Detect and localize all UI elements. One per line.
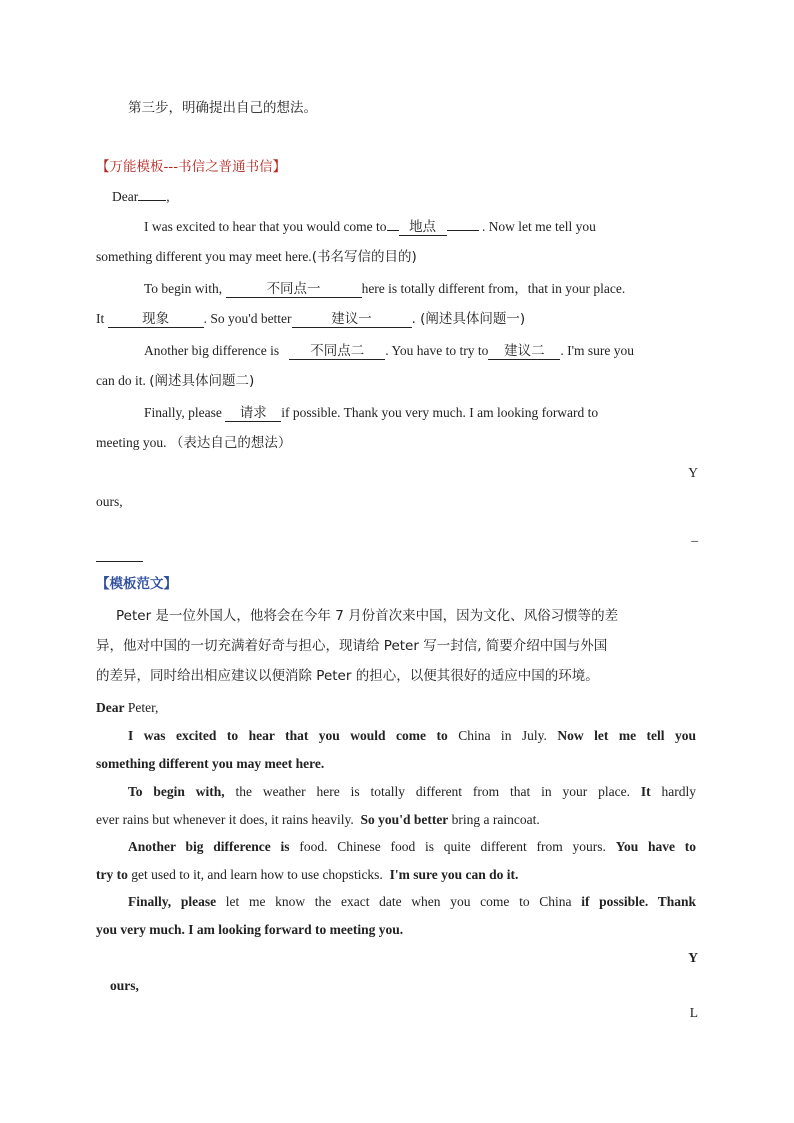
sample-signature-l: L: [689, 1005, 698, 1020]
step-three-text: 第三步，明确提出自己的想法。: [128, 100, 317, 116]
template-para4-line2: meeting you. （表达自己的想法）: [96, 435, 292, 451]
sample-para2-line2: ever rains but whenever it does, it rains heavily. So you'd better bring a raincoat.: [96, 812, 540, 827]
template-heading: 【万能模板---书信之普通书信】: [96, 159, 287, 175]
sample-closing-rest: ours,: [110, 978, 139, 993]
blank-difference-two: 不同点二: [289, 343, 385, 360]
sample-intro-line1: Peter 是一位外国人，他将会在今年 7 月份首次来中国，因为文化、风俗习惯等的差: [116, 608, 619, 624]
template-signature-line: [96, 561, 143, 562]
sample-para3-line2: try to get used to it, and learn how to use chopsticks. I'm sure you can do it.: [96, 867, 519, 882]
sample-para1-line1: I was excited to hear that you would come to China in July. Now let me tell you: [128, 728, 697, 743]
template-para2-line1: To begin with, 不同点一 here is totally different from，that in your place.: [144, 281, 626, 297]
blank-suggestion-two: 建议二: [488, 343, 560, 360]
template-closing-y: Y: [688, 465, 698, 480]
sample-para4-line2: you very much. I am looking forward to meeting you.: [96, 922, 404, 937]
sample-para1-line2: something different you may meet here.: [96, 756, 325, 771]
template-para1-line2: something different you may meet here.(书名写信的目的): [96, 249, 417, 265]
sample-heading: 【模板范文】: [96, 576, 177, 592]
blank-suggestion-one: 建议一: [292, 311, 412, 328]
template-para2-line2: It 现象 . So you'd better 建议一 . (阐述具体问题一): [96, 311, 526, 327]
template-signature-dash: _: [691, 528, 698, 543]
blank-request: 请求: [225, 405, 281, 422]
template-para3-line1: Another big difference is 不同点二 . You have to try to 建议二 . I'm sure you: [144, 343, 635, 359]
blank-place: 地点: [399, 219, 447, 236]
template-closing-rest: ours,: [96, 494, 123, 509]
template-salutation: Dear ,: [112, 189, 170, 204]
template-para1-line1: I was excited to hear that you would come to 地点 . Now let me tell you: [144, 219, 596, 235]
sample-closing-y: Y: [688, 950, 698, 965]
sample-para3-line1: Another big difference is food. Chinese food is quite different from yours. You have to: [128, 839, 697, 854]
sample-salutation: Dear Peter,: [96, 700, 159, 715]
sample-intro-line3: 的差异，同时给出相应建议以便消除 Peter 的担心，以便其很好的适应中国的环境。: [96, 668, 599, 684]
template-para4-line1: Finally, please 请求 if possible. Thank you very much. I am looking forward to: [144, 405, 599, 421]
sample-para4-line1: Finally, please let me know the exact date when you come to China if possible. Thank: [128, 894, 696, 909]
blank-phenomenon: 现象: [108, 311, 204, 328]
sample-para2-line1: To begin with, the weather here is totally different from that in your place. It hardly: [128, 784, 697, 799]
template-para3-line2: can do it. (阐述具体问题二): [96, 373, 255, 389]
sample-intro-line2: 异，他对中国的一切充满着好奇与担心，现请给 Peter 写一封信, 简要介绍中国与外国: [96, 638, 608, 654]
blank-difference-one: 不同点一: [226, 281, 362, 298]
